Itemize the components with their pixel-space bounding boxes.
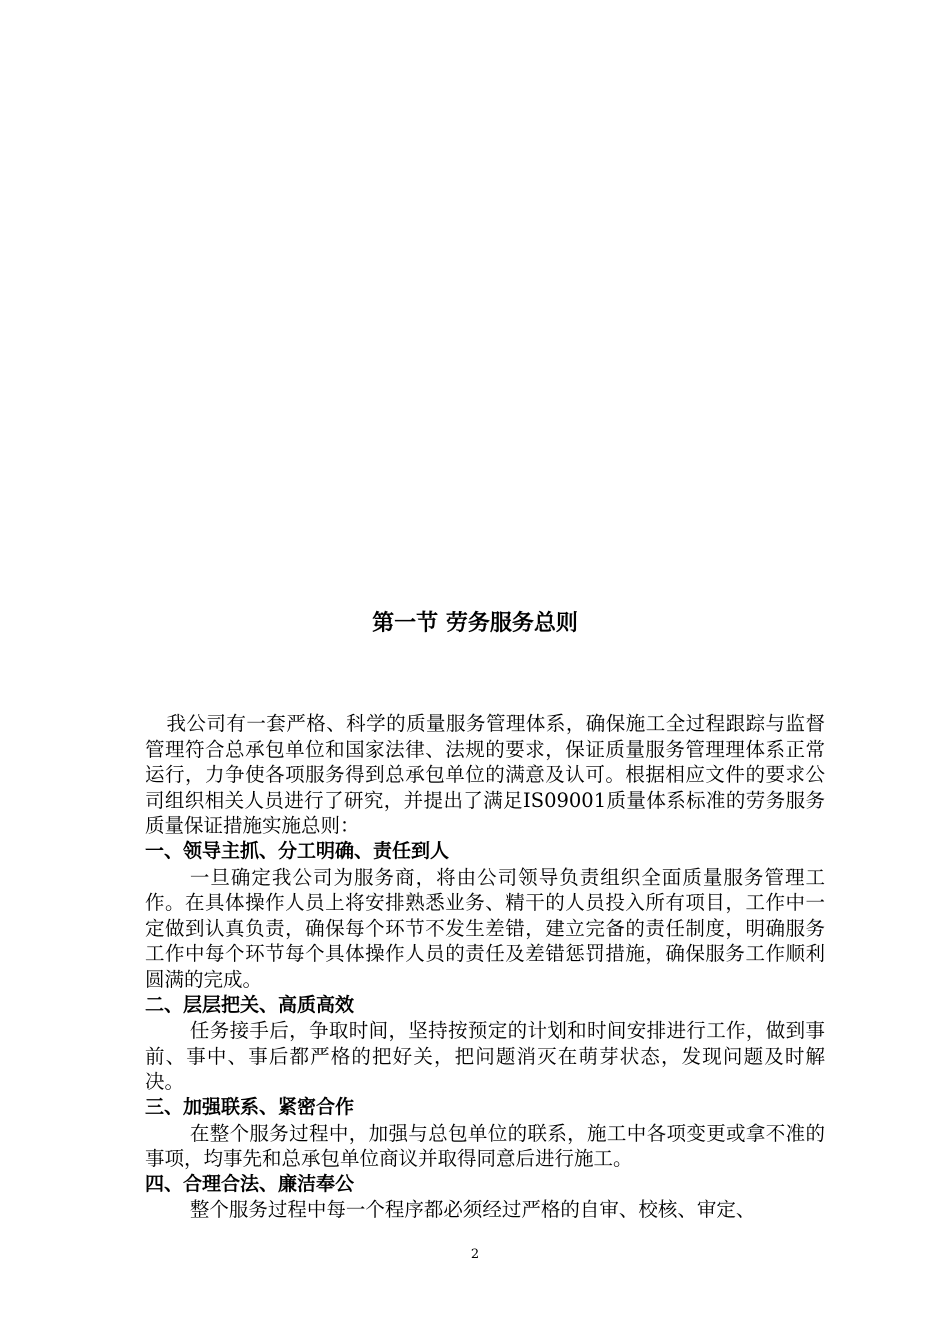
section-heading-3: 三、加强联系、紧密合作 bbox=[145, 1095, 355, 1118]
section-paragraph-2: 任务接手后，争取时间，坚持按预定的计划和时间安排进行工作，做到事前、事中、事后都严格的把好关，把问题消灭在萌芽状态，发现问题及时解决。 bbox=[145, 1019, 825, 1094]
section-heading-4: 四、合理合法、廉洁奉公 bbox=[145, 1172, 355, 1195]
section-paragraph-4: 整个服务过程中每一个程序都必须经过严格的自审、校核、审定、 bbox=[189, 1198, 756, 1222]
section-heading-1: 一、领导主抓、分工明确、责任到人 bbox=[145, 839, 450, 862]
section-heading-2: 二、层层把关、高质高效 bbox=[145, 993, 355, 1016]
intro-paragraph: 我公司有一套严格、科学的质量服务管理体系，确保施工全过程跟踪与监督管理符合总承包单位和国家法律、法规的要求，保证质量服务管理理体系正常运行，力争使各项服务得到总承包单位的满意及认可。根据相应文件的要求公司组织相关人员进行了研究，并提出了满足IS09001质量体系标准的劳务服务质量保证措施实施总则： bbox=[145, 712, 825, 838]
section-paragraph-1: 一旦确定我公司为服务商，将由公司领导负责组织全面质量服务管理工作。在具体操作人员上将安排熟悉业务、精干的人员投入所有项目，工作中一定做到认真负责，确保每个环节不发生差错，建立完备的责任制度，明确服务工作中每个环节每个具体操作人员的责任及差错惩罚措施，确保服务工作顺利圆满的完成。 bbox=[145, 865, 825, 991]
page-title: 第一节 劳务服务总则 bbox=[372, 611, 578, 636]
page-number: 2 bbox=[470, 1247, 480, 1262]
document-body bbox=[145, 711, 825, 1223]
section-paragraph-3: 在整个服务过程中，加强与总包单位的联系，施工中各项变更或拿不准的事项，均事先和总承包单位商议并取得同意后进行施工。 bbox=[145, 1121, 825, 1171]
